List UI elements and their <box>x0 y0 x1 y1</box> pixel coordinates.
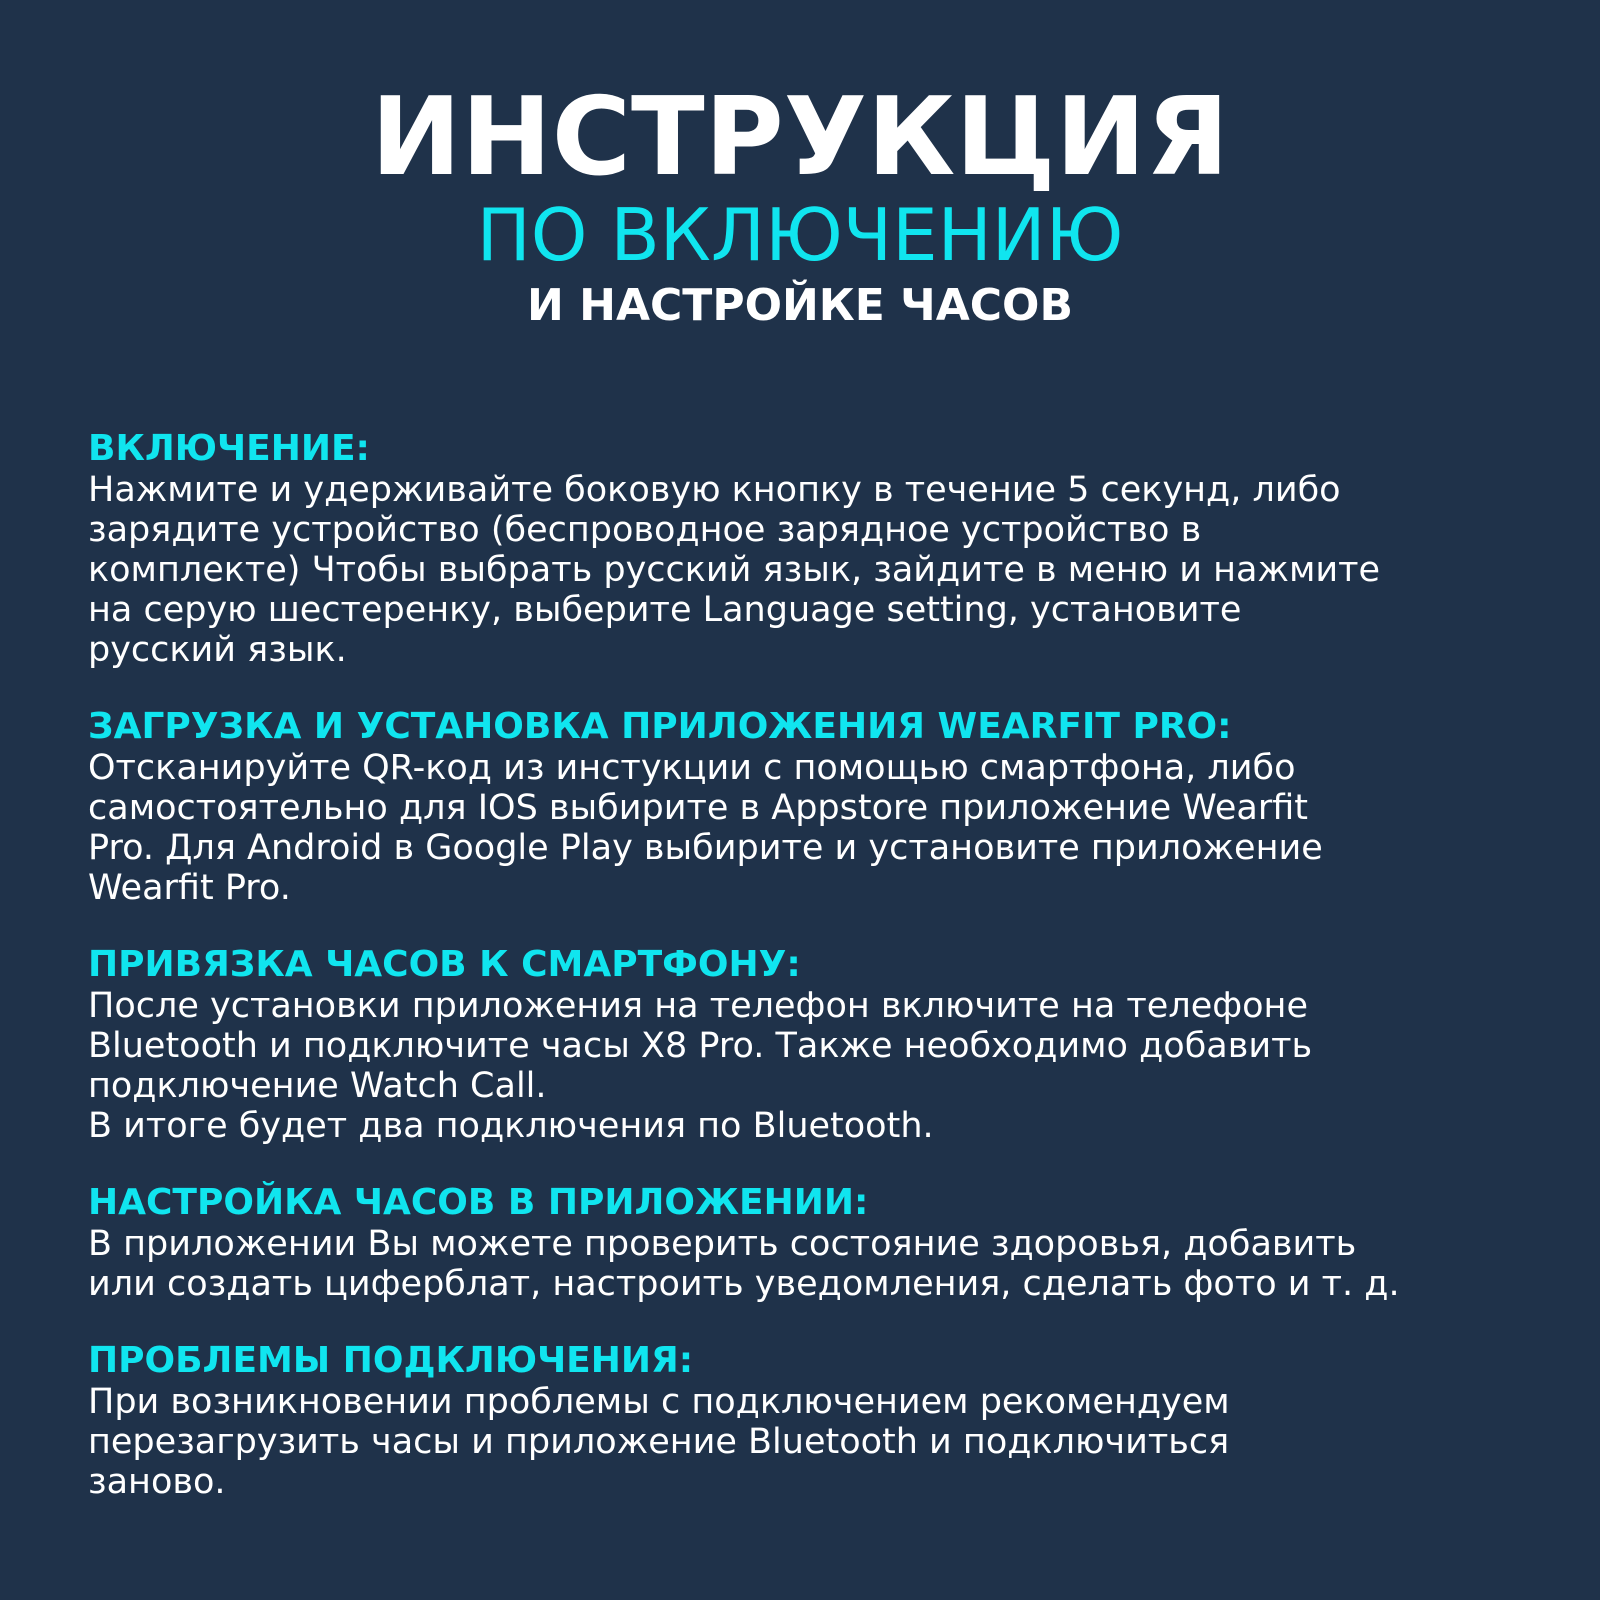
section-pairing <box>88 944 1528 1146</box>
section-app-settings <box>88 1182 1528 1304</box>
body-line: русский язык. <box>88 630 347 670</box>
body-line: В приложении Вы можете проверить состояние здоровья, добавить <box>88 1224 1357 1264</box>
page-subtitle-small: И НАСТРОЙКЕ ЧАСОВ <box>527 280 1073 331</box>
body-line: После установки приложения на телефон включите на телефоне <box>88 986 1308 1026</box>
page-subtitle: ПО ВКЛЮЧЕНИЮ <box>476 193 1124 277</box>
section-body <box>88 1224 1528 1304</box>
body-line: Bluetooth и подключите часы X8 Pro. Также необходимо добавить <box>88 1026 1313 1066</box>
body-line: Отсканируйте QR-код из инстукции с помощью смартфона, либо <box>88 748 1296 788</box>
section-body <box>88 470 1528 670</box>
section-connection-problems <box>88 1340 1528 1502</box>
section-heading: ЗАГРУЗКА И УСТАНОВКА ПРИЛОЖЕНИЯ WEARFIT PRO: <box>88 706 1232 747</box>
body-line: самостоятельно для IOS выбирите в Appstore приложение Wearfit <box>88 788 1308 828</box>
body-line: Нажмите и удерживайте боковую кнопку в течение 5 секунд, либо <box>88 470 1341 510</box>
page-title: ИНСТРУКЦИЯ <box>370 75 1230 200</box>
section-body <box>88 1382 1528 1502</box>
body-line: заново. <box>88 1462 226 1502</box>
section-heading: ВКЛЮЧЕНИЕ: <box>88 428 370 469</box>
body-line: Pro. Для Android в Google Play выбирите и установите приложение <box>88 828 1323 868</box>
page-header <box>0 75 1600 336</box>
section-heading: НАСТРОЙКА ЧАСОВ В ПРИЛОЖЕНИИ: <box>88 1182 869 1223</box>
section-heading: ПРИВЯЗКА ЧАСОВ К СМАРТФОНУ: <box>88 944 801 985</box>
instructions-content <box>88 428 1528 1538</box>
body-line: подключение Watch Call. <box>88 1066 547 1106</box>
body-line: перезагрузить часы и приложение Bluetooth и подключиться <box>88 1422 1230 1462</box>
body-line: или создать циферблат, настроить уведомления, сделать фото и т. д. <box>88 1264 1400 1304</box>
body-line: При возникновении проблемы с подключением рекомендуем <box>88 1382 1230 1422</box>
body-line: В итоге будет два подключения по Bluetooth. <box>88 1106 934 1146</box>
body-line: на серую шестеренку, выберите Language setting, установите <box>88 590 1242 630</box>
section-app-install <box>88 706 1528 908</box>
body-line: зарядите устройство (беспроводное зарядное устройство в <box>88 510 1202 550</box>
section-body <box>88 748 1528 908</box>
body-line: комплекте) Чтобы выбрать русский язык, зайдите в меню и нажмите <box>88 550 1381 590</box>
section-heading: ПРОБЛЕМЫ ПОДКЛЮЧЕНИЯ: <box>88 1340 694 1381</box>
body-line: Wearfit Pro. <box>88 868 291 908</box>
section-power-on <box>88 428 1528 670</box>
section-body <box>88 986 1528 1146</box>
